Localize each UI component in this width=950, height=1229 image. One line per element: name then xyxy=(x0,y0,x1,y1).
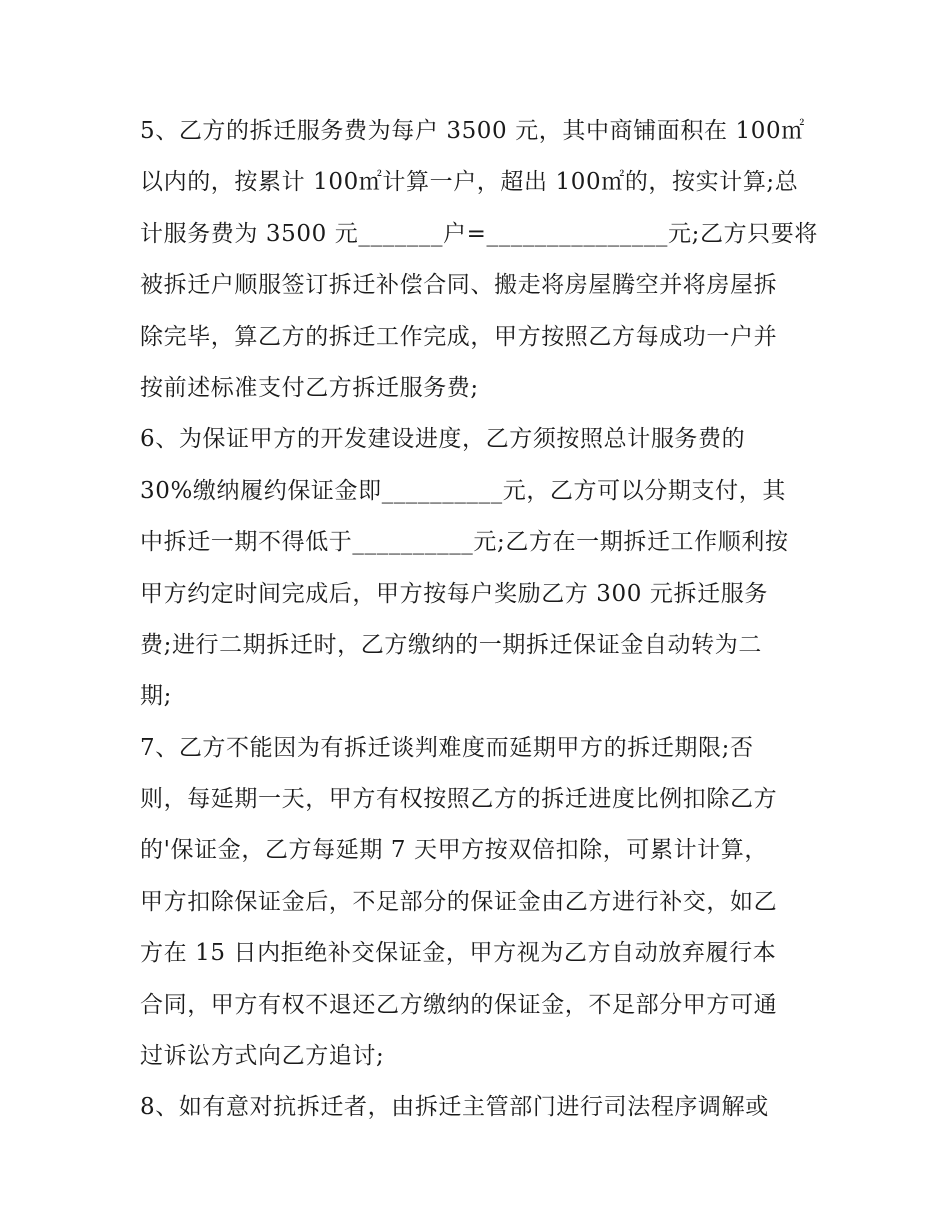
text-line: 5、乙方的拆迁服务费为每户 3500 元，其中商铺面积在 100㎡ xyxy=(140,118,805,144)
text-line: 计服务费为 3500 元_______户=_______________元;乙方只要将 xyxy=(140,220,818,247)
text-line: 以内的，按累计 100㎡计算一户，超出 100㎡的，按实计算;总 xyxy=(140,169,799,196)
text-line: 期; xyxy=(140,683,172,710)
text-line: 30%缴纳履约保证金即__________元，乙方可以分期支付，其 xyxy=(140,477,786,504)
text-line: 则，每延期一天，甲方有权按照乙方的拆迁进度比例扣除乙方 xyxy=(140,786,778,813)
text-line: 方在 15 日内拒绝补交保证金，甲方视为乙方自动放弃履行本 xyxy=(140,940,777,967)
text-line: 过诉讼方式向乙方追讨; xyxy=(140,1043,385,1070)
text-line: 除完毕，算乙方的拆迁工作完成，甲方按照乙方每成功一户并 xyxy=(140,323,778,350)
text-line: 中拆迁一期不得低于__________元;乙方在一期拆迁工作顺利按 xyxy=(140,529,789,556)
text-line: 甲方约定时间完成后，甲方按每户奖励乙方 300 元拆迁服务 xyxy=(140,580,768,607)
text-line: 的'保证金，乙方每延期 7 天甲方按双倍扣除，可累计计算， xyxy=(140,837,768,864)
document-body xyxy=(140,106,820,1134)
text-line: 7、乙方不能因为有拆迁谈判难度而延期甲方的拆迁期限;否 xyxy=(140,734,754,761)
text-line: 6、为保证甲方的开发建设进度，乙方须按照总计服务费的 xyxy=(140,426,746,453)
text-line: 合同，甲方有权不退还乙方缴纳的保证金，不足部分甲方可通 xyxy=(140,991,778,1018)
text-line: 8、如有意对抗拆迁者，由拆迁主管部门进行司法程序调解或 xyxy=(140,1094,769,1121)
text-line: 按前述标准支付乙方拆迁服务费; xyxy=(140,374,479,401)
text-line: 被拆迁户顺服签订拆迁补偿合同、搬走将房屋腾空并将房屋拆 xyxy=(140,272,778,299)
text-line: 费;进行二期拆迁时，乙方缴纳的一期拆迁保证金自动转为二 xyxy=(140,631,762,658)
text-line: 甲方扣除保证金后，不足部分的保证金由乙方进行补交，如乙 xyxy=(140,888,778,915)
